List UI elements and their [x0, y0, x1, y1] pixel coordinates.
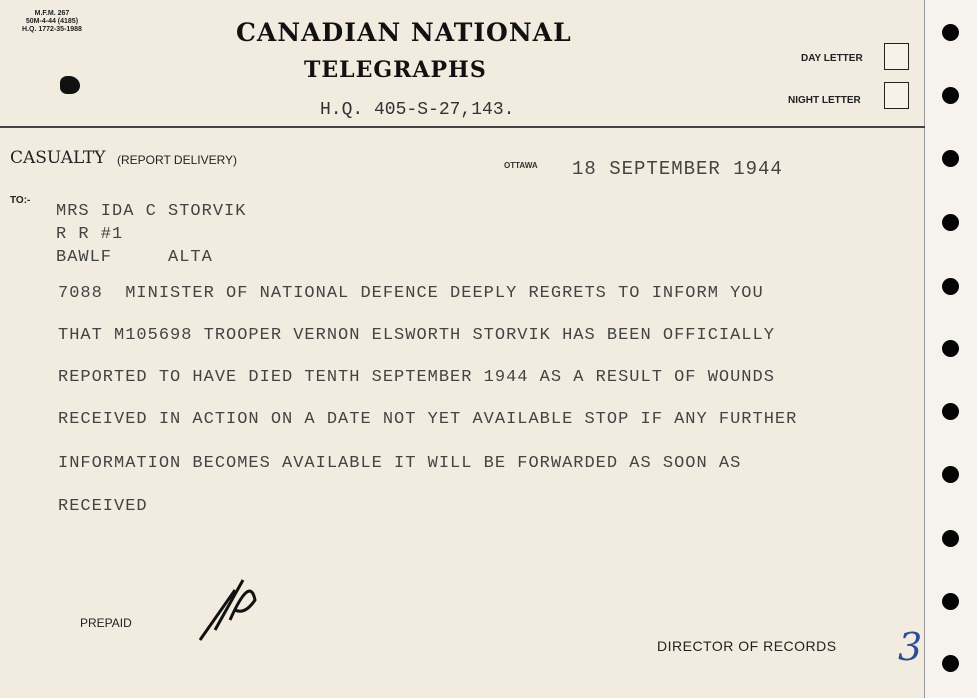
body-line: INFORMATION BECOMES AVAILABLE IT WILL BE FORWARDED AS SOON AS	[58, 454, 742, 473]
punch-hole-icon	[942, 593, 959, 610]
prepaid-label: PREPAID	[80, 616, 132, 630]
handwritten-initials-icon	[195, 570, 265, 645]
address-line: R R #1	[56, 225, 124, 244]
form-codes	[22, 10, 82, 34]
address	[56, 200, 246, 269]
date: 18 SEPTEMBER 1944	[572, 158, 783, 180]
signature: DIRECTOR OF RECORDS	[657, 638, 837, 654]
punch-hole-icon	[942, 530, 959, 547]
origin: OTTAWA	[504, 161, 538, 170]
day-letter-label: DAY LETTER	[801, 53, 863, 64]
divider	[0, 126, 925, 128]
address-line: MRS IDA C STORVIK	[56, 202, 247, 221]
punch-hole-icon	[942, 24, 959, 41]
punch-hole-icon	[942, 214, 959, 231]
punch-hole-icon	[942, 655, 959, 672]
body-line: REPORTED TO HAVE DIED TENTH SEPTEMBER 1944 AS A RESULT OF WOUNDS	[58, 368, 775, 387]
punch-hole-icon	[942, 340, 959, 357]
company-name: CANADIAN NATIONAL	[236, 18, 572, 47]
to-label: TO:-	[10, 195, 31, 206]
message-type: CASUALTY	[10, 148, 106, 168]
day-letter-checkbox	[884, 43, 909, 70]
night-letter-checkbox	[884, 82, 909, 109]
message-type-note: (REPORT DELIVERY)	[117, 153, 238, 167]
form-code: H.Q. 1772-35-1988	[22, 26, 82, 33]
punch-hole-icon	[942, 150, 959, 167]
reference-number: H.Q. 405-S-27,143.	[320, 100, 515, 120]
body-line: RECEIVED	[58, 497, 148, 516]
punch-hole-icon	[942, 466, 959, 483]
body-line: RECEIVED IN ACTION ON A DATE NOT YET AVAILABLE STOP IF ANY FURTHER	[58, 410, 798, 429]
punch-hole-icon	[942, 87, 959, 104]
punch-hole-icon	[942, 403, 959, 420]
logo-stamp-icon	[60, 76, 80, 94]
page-number: 3	[898, 625, 923, 669]
body-line: 7088 MINISTER OF NATIONAL DEFENCE DEEPLY REGRETS TO INFORM YOU	[58, 284, 764, 303]
address-line: BAWLF ALTA	[56, 248, 213, 267]
punch-hole-icon	[942, 278, 959, 295]
form-code: 50M-4-44 (4185)	[25, 18, 79, 25]
form-code: M.F.M. 267	[34, 10, 70, 17]
company-subtitle: TELEGRAPHS	[304, 57, 487, 83]
night-letter-label: NIGHT LETTER	[788, 95, 861, 106]
body-line: THAT M105698 TROOPER VERNON ELSWORTH STORVIK HAS BEEN OFFICIALLY	[58, 326, 775, 345]
